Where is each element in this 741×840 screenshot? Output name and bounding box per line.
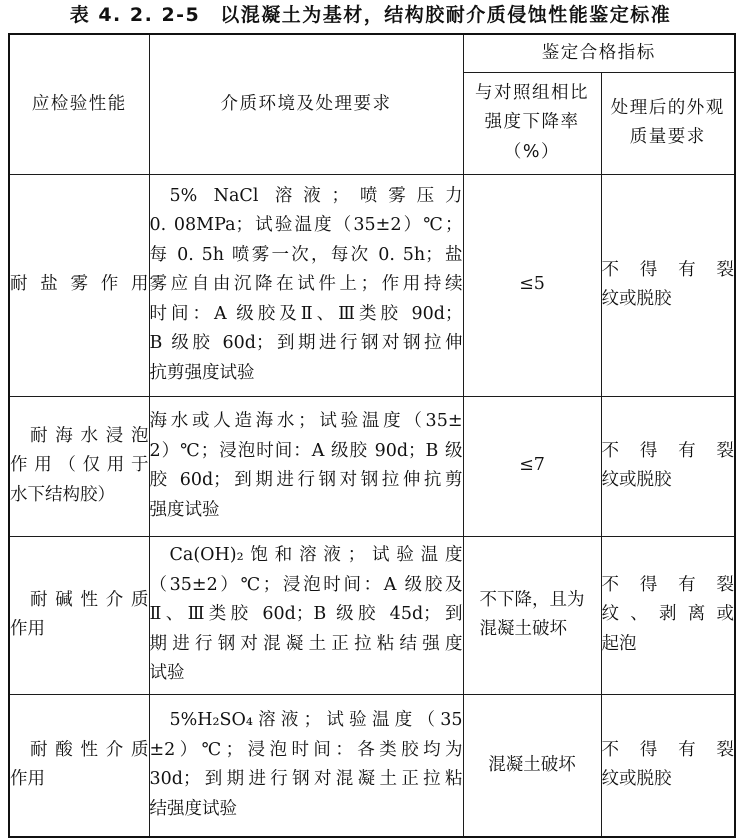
cell-appearance bbox=[601, 396, 735, 536]
property-line: 水下结构胶） bbox=[10, 484, 115, 505]
header-strength-drop-line: 强度下降率 bbox=[484, 112, 580, 133]
table-number: 表 4. 2. 2-5 bbox=[69, 4, 201, 26]
cell-property bbox=[9, 536, 149, 694]
conditions-line: 5% NaCl 溶液；喷雾压力 bbox=[169, 185, 463, 206]
appearance-line: 不得有裂 bbox=[601, 259, 734, 280]
appearance-line: 纹或脱胶 bbox=[601, 470, 672, 490]
header-strength-drop bbox=[463, 72, 601, 174]
conditions-line: 结强度试验 bbox=[149, 798, 237, 819]
header-row bbox=[9, 34, 735, 72]
conditions-line: 时间：A 级胶及Ⅱ、Ⅲ类胶 90d； bbox=[149, 303, 463, 324]
conditions-line: 每 0. 5h 喷雾一次，每次 0. 5h；盐 bbox=[149, 244, 463, 265]
conditions-line: 0. 08MPa；试验温度（35±2）℃； bbox=[149, 215, 463, 236]
cell-appearance bbox=[601, 174, 735, 396]
criteria-table bbox=[8, 33, 736, 838]
conditions-line: 胶 60d；到期进行钢对钢拉伸抗剪 bbox=[149, 470, 463, 490]
table-row bbox=[9, 396, 735, 536]
conditions-line: ±2）℃；浸泡时间：各类胶均为 bbox=[149, 739, 463, 760]
property-line: 作用（仅用于 bbox=[10, 455, 149, 476]
conditions-line: Ⅱ、Ⅲ类胶 60d；B 级胶 45d；到 bbox=[149, 604, 463, 625]
cell-property bbox=[9, 174, 149, 396]
header-property bbox=[9, 34, 149, 174]
strength-drop-value: ≤7 bbox=[519, 455, 545, 476]
cell-strength-drop bbox=[463, 694, 601, 837]
cell-conditions bbox=[149, 694, 463, 837]
strength-drop-value: ≤5 bbox=[519, 274, 545, 295]
conditions-line: 抗剪强度试验 bbox=[149, 362, 255, 383]
conditions-line: 期进行钢对混凝土正拉粘结强度 bbox=[149, 633, 463, 654]
conditions-line: 海水或人造海水；试验温度（35± bbox=[149, 411, 463, 431]
cell-conditions bbox=[149, 396, 463, 536]
header-conditions-label: 介质环境及处理要求 bbox=[220, 93, 392, 114]
conditions-line: Ca(OH)₂饱和溶液；试验温度 bbox=[169, 545, 463, 566]
header-appearance-line: 质量要求 bbox=[629, 127, 706, 147]
header-strength-drop-line: （%） bbox=[503, 141, 561, 162]
header-criteria-group bbox=[463, 34, 735, 72]
cell-property bbox=[9, 694, 149, 837]
table-title: 以混凝土为基材，结构胶耐介质侵蚀性能鉴定标准 bbox=[220, 4, 672, 26]
cell-strength-drop bbox=[463, 536, 601, 694]
conditions-line: B 级胶 60d；到期进行钢对钢拉伸 bbox=[149, 333, 463, 354]
property-line: 作用 bbox=[10, 769, 45, 790]
property-line: 耐碱性介质 bbox=[30, 589, 149, 610]
cell-appearance bbox=[601, 536, 735, 694]
conditions-line: 2）℃；浸泡时间：A 级胶 90d；B 级 bbox=[149, 440, 463, 461]
appearance-line: 纹或脱胶 bbox=[601, 289, 672, 309]
table-caption bbox=[0, 2, 741, 30]
cell-conditions bbox=[149, 536, 463, 694]
appearance-line: 纹、剥离或 bbox=[601, 604, 734, 625]
conditions-line: 强度试验 bbox=[149, 499, 220, 520]
table-row bbox=[9, 536, 735, 694]
cell-appearance bbox=[601, 694, 735, 837]
table-row bbox=[9, 174, 735, 396]
conditions-line: 5%H₂SO₄溶液；试验温度（35 bbox=[169, 710, 463, 731]
cell-strength-drop bbox=[463, 396, 601, 536]
cell-strength-drop bbox=[463, 174, 601, 396]
strength-drop-value: 混凝土破坏 bbox=[488, 754, 576, 775]
appearance-line: 不得有裂 bbox=[601, 739, 734, 760]
header-strength-drop-line: 与对照组相比 bbox=[475, 82, 589, 103]
appearance-line: 不得有裂 bbox=[601, 440, 734, 461]
cell-property bbox=[9, 396, 149, 536]
conditions-line: 30d；到期进行钢对混凝土正拉粘 bbox=[149, 769, 463, 790]
header-criteria-group-label: 鉴定合格指标 bbox=[541, 42, 656, 63]
appearance-line: 起泡 bbox=[601, 633, 637, 654]
header-appearance bbox=[601, 72, 735, 174]
strength-drop-value: 不下降，且为 bbox=[479, 589, 585, 610]
cell-conditions bbox=[149, 174, 463, 396]
appearance-line: 不得有裂 bbox=[601, 574, 734, 595]
property-line: 作用 bbox=[10, 619, 45, 639]
conditions-line: （35±2）℃；浸泡时间：A 级胶及 bbox=[149, 574, 463, 595]
conditions-line: 雾应自由沉降在试件上；作用持续 bbox=[149, 274, 463, 295]
header-property-label: 应检验性能 bbox=[31, 93, 127, 114]
property-line: 耐酸性介质 bbox=[30, 739, 149, 760]
header-appearance-line: 处理后的外观 bbox=[610, 97, 725, 118]
conditions-line: 试验 bbox=[149, 663, 185, 684]
table-row bbox=[9, 694, 735, 837]
appearance-line: 纹或脱胶 bbox=[601, 769, 672, 790]
strength-drop-value: 混凝土破坏 bbox=[479, 619, 567, 639]
property-line: 耐盐雾作用 bbox=[10, 274, 149, 295]
header-conditions bbox=[149, 34, 463, 174]
property-line: 耐海水浸泡 bbox=[30, 425, 149, 446]
